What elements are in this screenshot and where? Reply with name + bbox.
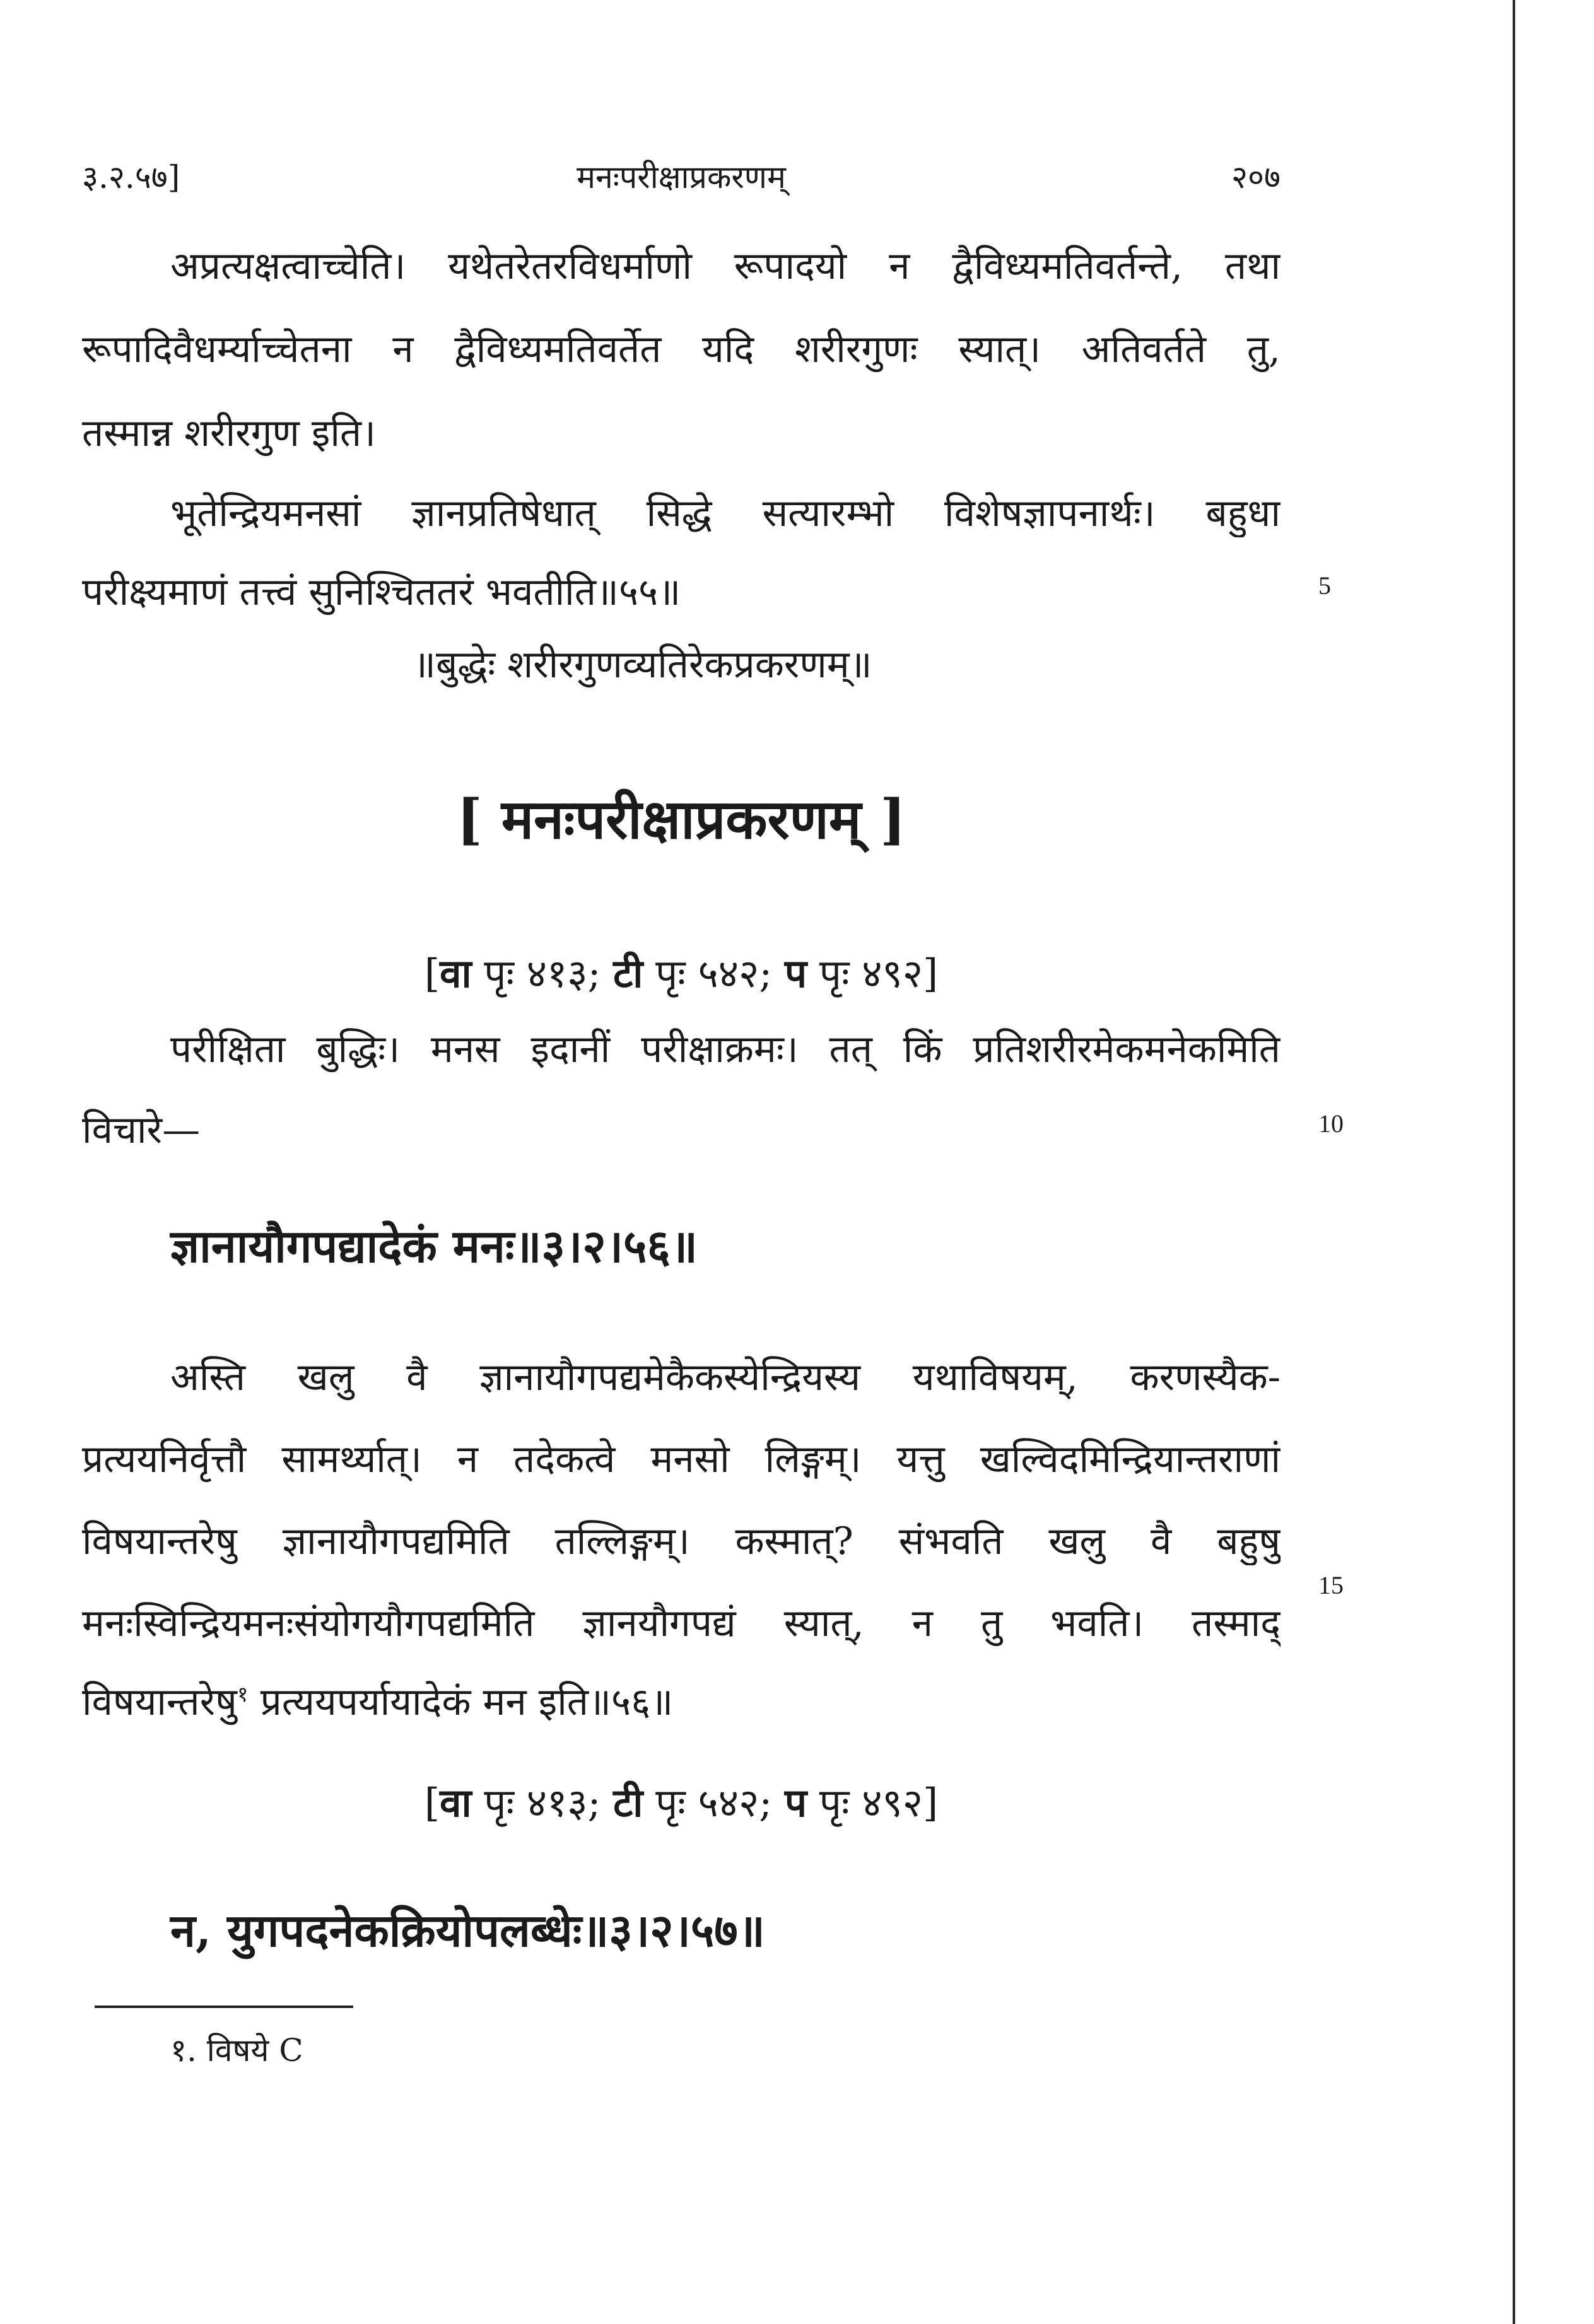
reference-line-2 bbox=[82, 1775, 1280, 1828]
ref1-open-bracket: [ bbox=[424, 950, 440, 996]
ref2-va-page: पृः ४१३; bbox=[471, 1780, 614, 1826]
para4-line-5-start: विषयान्तरेषु bbox=[82, 1680, 237, 1724]
ref1-pa-page: पृः ४९२] bbox=[807, 950, 939, 996]
footnote-rule bbox=[95, 2006, 353, 2008]
para2-line-2: परीक्ष्यमाणं तत्त्वं सुनिश्चिततरं भवतीति॥५५॥ bbox=[82, 570, 681, 614]
running-head-title: मनःपरीक्षाप्रकरणम् bbox=[577, 159, 786, 196]
para4-line-5-end: प्रत्ययपर्यायादेकं मन इति॥५६॥ bbox=[260, 1680, 674, 1724]
para4-line-1: अस्ति खलु वै ज्ञानायौगपद्यमेकैकस्येन्द्रियस्य यथाविषयम्, करणस्यैक- bbox=[170, 1355, 1280, 1399]
line-number-15: 15 bbox=[1318, 1571, 1344, 1599]
ref2-va-label: वा bbox=[440, 1780, 472, 1826]
para4-line-4: मनःस्विन्द्रियमनःसंयोगयौगपद्यमिति ज्ञानयौगपद्यं स्यात्, न तु भवति। तस्माद् bbox=[82, 1601, 1280, 1645]
ref2-pa-page: पृः ४९२] bbox=[807, 1780, 939, 1826]
para2-line-1: भूतेन्द्रियमनसां ज्ञानप्रतिषेधात् सिद्धे सत्यारम्भो विशेषज्ञापनार्थः। बहुधा bbox=[170, 491, 1280, 535]
sutra-56: ज्ञानायौगपद्यादेकं मनः॥३।२।५६॥ bbox=[170, 1219, 698, 1273]
ref2-ti-page: पृः ५४२; bbox=[643, 1780, 785, 1826]
line-number-5: 5 bbox=[1318, 571, 1331, 600]
running-head-section-number: ३.२.५७] bbox=[82, 159, 180, 196]
para3-line-1: परीक्षिता बुद्धिः। मनस इदानीं परीक्षाक्रमः। तत् किं प्रतिशरीरमेकमनेकमिति bbox=[170, 1027, 1280, 1071]
para1-line-2: रूपादिवैधर्म्याच्चेतना न द्वैविध्यमतिवर्तेत यदि शरीरगुणः स्यात्। अतिवर्तते तु, bbox=[82, 327, 1280, 371]
para1-line-1: अप्रत्यक्षत्वाच्चेति। यथेतरेतरविधर्माणो रूपादयो न द्वैविध्यमतिवर्तन्ते, तथा bbox=[170, 244, 1280, 288]
ref1-ti-label: टी bbox=[613, 950, 643, 996]
ref1-va-page: पृः ४१३; bbox=[471, 950, 614, 996]
sutra-57: न, युगपदनेकक्रियोपलब्धेः॥३।२।५७॥ bbox=[170, 1903, 765, 1957]
para4-line-5 bbox=[82, 1674, 673, 1726]
para4-line-2: प्रत्ययनिर्वृत्तौ सामर्थ्यात्। न तदेकत्वे मनसो लिङ्गम्। यत्तु खल्विदमिन्द्रियान्तराणां bbox=[82, 1437, 1280, 1481]
page-binding-edge bbox=[1513, 0, 1515, 2324]
ref1-va-label: वा bbox=[440, 950, 472, 996]
footnote-reference-mark: १ bbox=[237, 1682, 249, 1707]
prakarana-closing-line: ॥बुद्धेः शरीरगुणव्यतिरेकप्रकरणम्॥ bbox=[413, 643, 872, 687]
running-head bbox=[82, 155, 1280, 199]
section-heading: [ मनःपरीक्षाप्रकरणम् ] bbox=[457, 788, 906, 851]
ref2-open-bracket: [ bbox=[424, 1780, 440, 1826]
ref2-ti-label: टी bbox=[613, 1780, 643, 1826]
para1-line-3: तस्मान्न शरीरगुण इति। bbox=[82, 411, 376, 455]
ref1-ti-page: पृः ५४२; bbox=[643, 950, 785, 996]
line-number-10: 10 bbox=[1318, 1109, 1344, 1138]
ref1-pa-label: प bbox=[784, 950, 807, 996]
ref2-pa-label: प bbox=[784, 1780, 807, 1826]
para4-line-3: विषयान्तरेषु ज्ञानायौगपद्यमिति तल्लिङ्गम्। कस्मात्? संभवति खलु वै बहुषु bbox=[82, 1519, 1280, 1563]
page-number: २०७ bbox=[1231, 159, 1280, 196]
reference-line-1 bbox=[82, 946, 1280, 999]
footnote-1: १. विषये C bbox=[170, 2032, 303, 2069]
para3-line-2: विचारे— bbox=[82, 1108, 201, 1152]
